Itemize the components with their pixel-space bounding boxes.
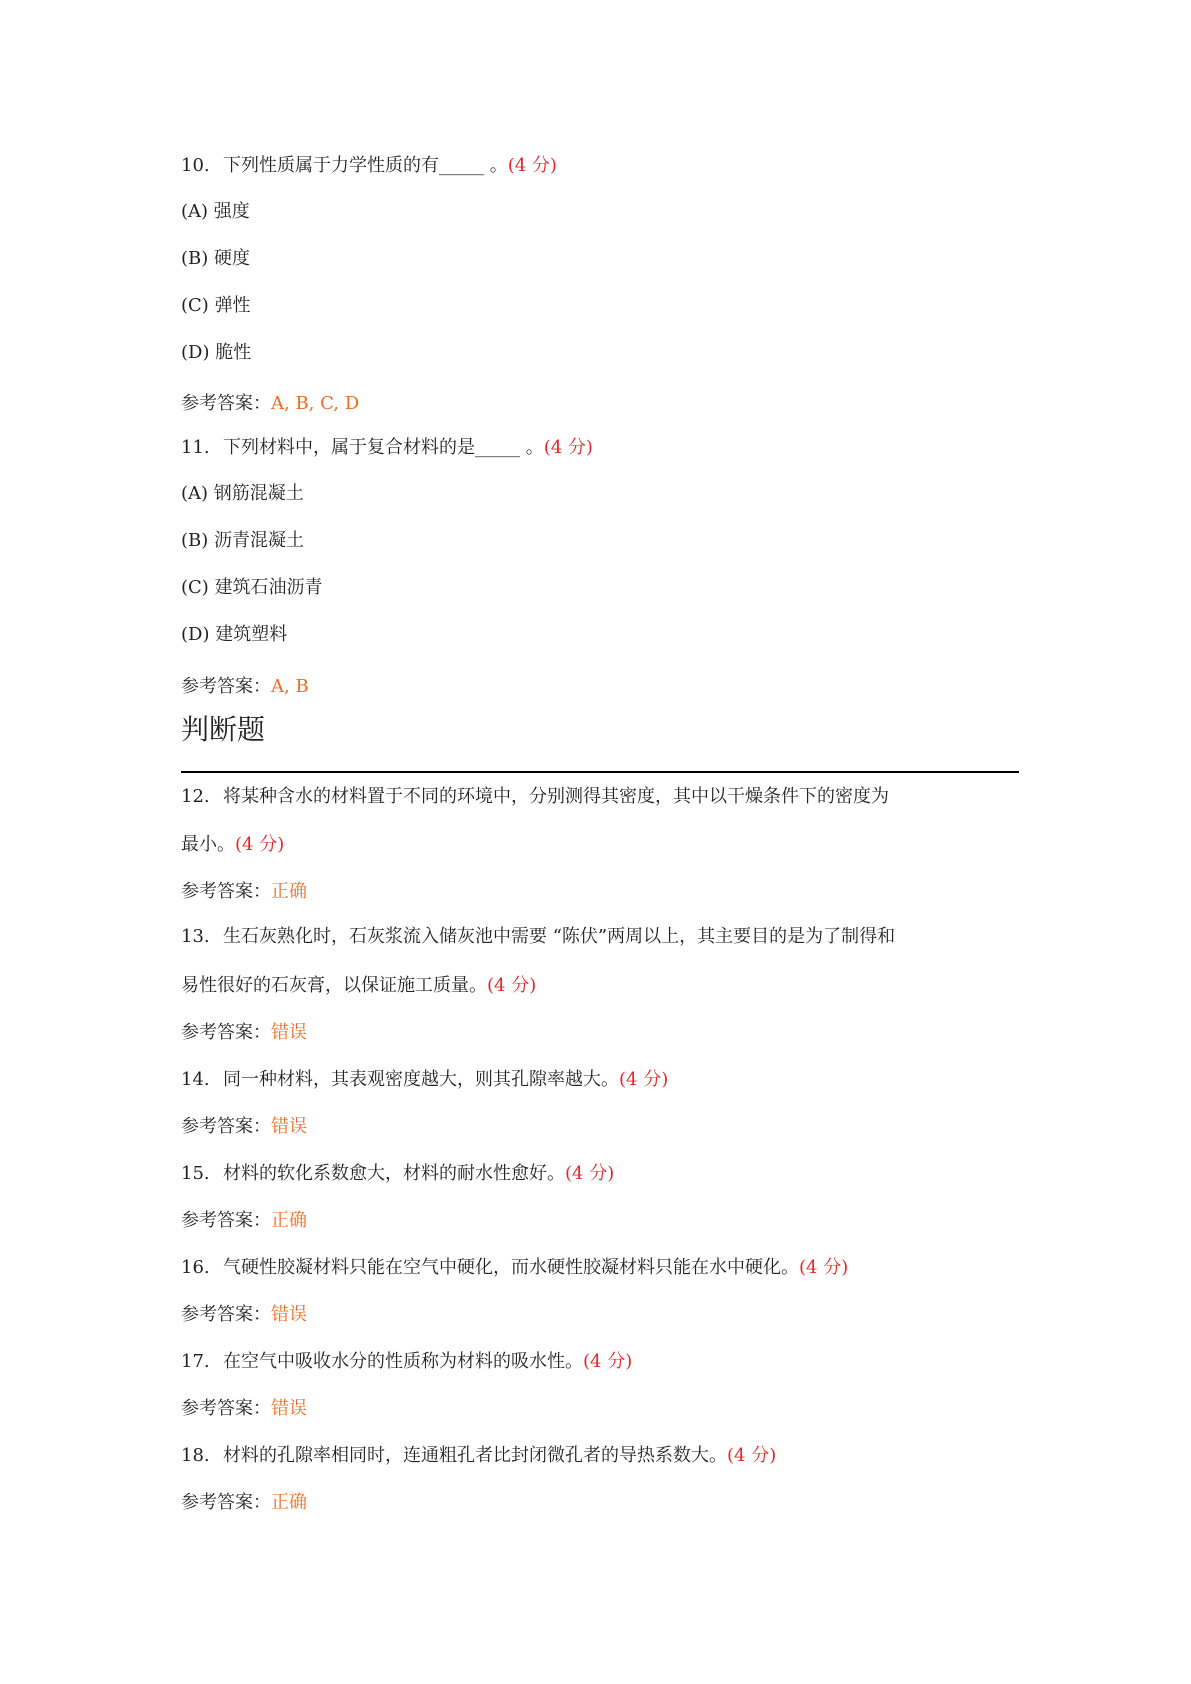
answer-row [181,1209,307,1233]
answer-row [181,1491,307,1515]
question-points: (4 分) [565,1163,615,1184]
option-label: (B) [181,530,209,551]
answer-value: A, B, C, D [271,393,360,414]
answer-row [181,1397,307,1421]
answer-value: 正确 [271,1492,307,1513]
option-c [181,576,323,600]
answer-label: 参考答案： [181,881,271,902]
question-text: 同一种材料，其表观密度越大，则其孔隙率越大。 [223,1069,619,1090]
question-points: (4 分) [543,437,593,458]
answer-row [181,1115,307,1139]
question-text: 材料的软化系数愈大，材料的耐水性愈好。 [223,1163,565,1184]
question-11 [181,436,593,460]
question-15 [181,1162,614,1186]
question-points: (4 分) [235,834,285,855]
question-text: 生石灰熟化时，石灰浆流入储灰池中需要 “陈伏”两周以上，其主要目的是为了制得和 [223,926,896,947]
question-18 [181,1444,776,1468]
question-points: (4 分) [727,1445,777,1466]
option-c [181,294,251,318]
answer-row [181,880,307,904]
option-label: (D) [181,624,210,645]
question-points: (4 分) [619,1069,669,1090]
option-d [181,623,287,647]
answer-value: 错误 [271,1116,307,1137]
option-text: 沥青混凝土 [214,530,305,551]
answer-value: 错误 [271,1398,307,1419]
answer-label: 参考答案： [181,1116,271,1137]
answer-value: 正确 [271,1210,307,1231]
section-title: 判断题 [181,713,266,746]
option-a [181,200,250,224]
answer-value: 错误 [271,1022,307,1043]
option-text: 建筑石油沥青 [214,577,323,598]
question-12 [181,785,889,809]
answer-row [181,1303,307,1327]
question-text: 最小。 [181,834,235,855]
question-16 [181,1256,848,1280]
option-text: 建筑塑料 [215,624,288,645]
question-13 [181,925,895,949]
question-10 [181,154,557,178]
question-number: 14. [181,1069,210,1090]
answer-label: 参考答案： [181,1492,271,1513]
question-17 [181,1350,632,1374]
question-text: 下列材料中，属于复合材料的是_____ 。 [223,437,544,458]
answer-row [181,1021,307,1045]
question-text: 易性很好的石灰膏，以保证施工质量。 [181,975,487,996]
option-text: 钢筋混凝土 [213,483,304,504]
answer-value: 正确 [271,881,307,902]
question-points: (4 分) [487,975,537,996]
option-label: (C) [181,577,209,598]
option-d [181,341,251,365]
question-number: 16. [181,1257,210,1278]
answer-row [181,675,309,699]
option-b [181,247,250,271]
option-label: (A) [181,201,209,222]
option-text: 硬度 [214,248,251,269]
question-text: 气硬性胶凝材料只能在空气中硬化，而水硬性胶凝材料只能在水中硬化。 [223,1257,799,1278]
option-label: (B) [181,248,209,269]
option-b [181,529,304,553]
question-text: 将某种含水的材料置于不同的环境中，分别测得其密度，其中以干燥条件下的密度为 [223,786,889,807]
question-number: 10. [181,155,210,176]
question-text: 在空气中吸收水分的性质称为材料的吸水性。 [223,1351,583,1372]
answer-label: 参考答案： [181,1398,271,1419]
option-a [181,482,304,506]
option-text: 脆性 [215,342,252,363]
option-text: 强度 [213,201,250,222]
question-number: 11. [181,437,210,458]
question-number: 15. [181,1163,210,1184]
question-14 [181,1068,668,1092]
question-points: (4 分) [799,1257,849,1278]
question-text: 材料的孔隙率相同时，连通粗孔者比封闭微孔者的导热系数大。 [223,1445,727,1466]
question-number: 18. [181,1445,210,1466]
question-13-continued [181,974,536,998]
answer-value: 错误 [271,1304,307,1325]
option-text: 弹性 [214,295,251,316]
question-points: (4 分) [507,155,557,176]
answer-label: 参考答案： [181,676,271,697]
answer-label: 参考答案： [181,393,271,414]
question-text: 下列性质属于力学性质的有_____ 。 [223,155,508,176]
option-label: (A) [181,483,209,504]
answer-label: 参考答案： [181,1304,271,1325]
question-12-continued [181,833,284,857]
answer-label: 参考答案： [181,1210,271,1231]
option-label: (D) [181,342,210,363]
answer-row [181,392,359,416]
question-number: 17. [181,1351,210,1372]
question-number: 12. [181,786,210,807]
question-points: (4 分) [583,1351,633,1372]
question-number: 13. [181,926,210,947]
answer-value: A, B [271,676,309,697]
section-divider [181,771,1019,773]
answer-label: 参考答案： [181,1022,271,1043]
option-label: (C) [181,295,209,316]
